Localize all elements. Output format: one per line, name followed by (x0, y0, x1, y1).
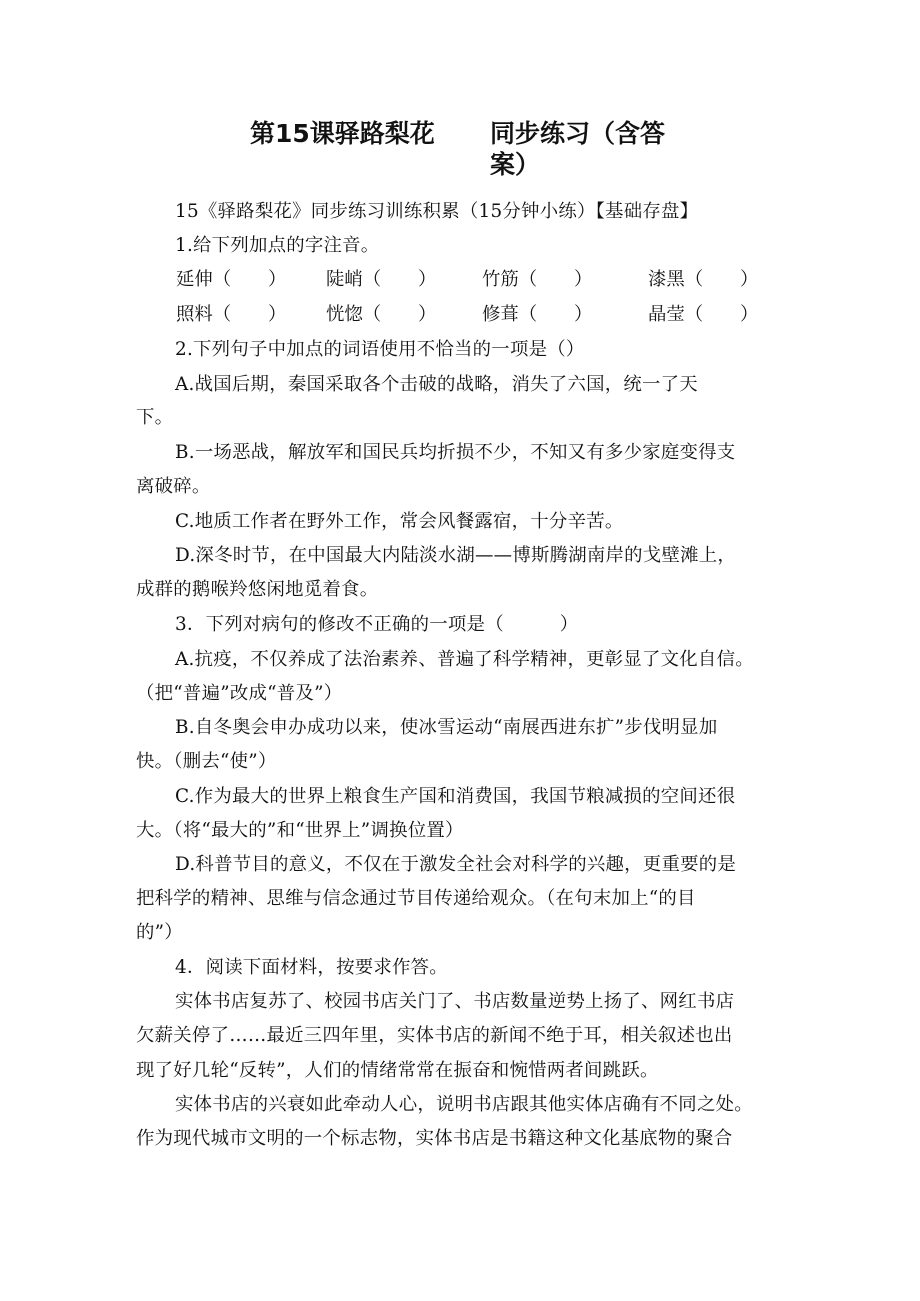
q3-option-b-cont: 快。（删去“使”） (136, 751, 277, 772)
q4-passage-p1-cont: 欠薪关停了……最近三四年里，实体书店的新闻不绝于耳，相关叙述也出 (136, 1025, 733, 1046)
q1-stem: 1.给下列加点的字注音。 (175, 235, 380, 256)
q4-passage-p2: 实体书店的兴衰如此牵动人心，说明书店跟其他实体店确有不同之处。 (175, 1094, 753, 1115)
q1-item: 漆黑（ ） (648, 269, 759, 290)
q3-stem: 3．下列对病句的修改不正确的一项是（ ） (175, 614, 579, 635)
q2-stem: 2.下列句子中加点的词语使用不恰当的一项是（） (175, 339, 585, 360)
q2-option-a: A.战国后期，秦国采取各个击破的战略，消失了六国，统一了天 (175, 374, 698, 395)
q3-option-a: A.抗疫，不仅养成了法治素养、普遍了科学精神，更彰显了文化自信。 (175, 649, 754, 670)
q2-option-a-cont: 下。 (136, 407, 174, 428)
q3-option-d: D.科普节目的意义，不仅在于激发全社会对科学的兴趣，更重要的是 (175, 854, 737, 875)
q2-option-b: B.一场恶战，解放军和国民兵均折损不少，不知又有多少家庭变得支 (175, 442, 736, 463)
q2-option-d-cont: 成群的鹅喉羚悠闲地觅着食。 (136, 579, 379, 600)
q3-option-b: B.自冬奥会申办成功以来，使冰雪运动“南展西进东扩”步伐明显加 (175, 717, 718, 738)
q4-stem: 4．阅读下面材料，按要求作答。 (175, 957, 448, 978)
q1-item: 延伸（ ） (176, 269, 287, 290)
q2-option-c: C.地质工作者在野外工作，常会风餐露宿，十分辛苦。 (175, 511, 624, 532)
q4-passage-p1-cont2: 现了好几轮“反转”，人们的情绪常常在振奋和惋惜两者间跳跃。 (136, 1060, 659, 1081)
q1-item: 修葺（ ） (482, 304, 593, 325)
q3-option-c: C.作为最大的世界上粮食生产国和消费国，我国节粮减损的空间还很 (175, 786, 736, 807)
q1-item: 照料（ ） (176, 304, 287, 325)
q3-option-c-cont: 大。（将“最大的”和“世界上”调换位置） (136, 820, 464, 841)
q2-option-d: D.深冬时节，在中国最大内陆淡水湖——博斯腾湖南岸的戈壁滩上， (175, 545, 737, 566)
q1-item: 恍惚（ ） (326, 304, 437, 325)
q4-passage-p2-cont: 作为现代城市文明的一个标志物，实体书店是书籍这种文化基底物的聚合 (136, 1128, 733, 1149)
title-subtitle: 同步练习（含答 (490, 119, 666, 148)
q1-item: 晶莹（ ） (648, 304, 759, 325)
q3-option-d-cont2: 的”） (136, 922, 183, 943)
exercise-header: 15《驿路梨花》同步练习训练积累（15分钟小练）【基础存盘】 (175, 201, 699, 222)
q1-item: 陡峭（ ） (326, 269, 437, 290)
q3-option-a-cont: （把“普遍”改成“普及”） (136, 683, 343, 704)
q3-option-d-cont: 把科学的精神、思维与信念通过节目传递给观众。（在句末加上“的目 (136, 888, 696, 909)
title-answer-suffix: 案） (490, 150, 541, 179)
q1-item: 竹筋（ ） (482, 269, 593, 290)
q4-passage-p1: 实体书店复苏了、校园书店关门了、书店数量逆势上扬了、网红书店 (175, 991, 735, 1012)
q2-option-b-cont: 离破碎。 (136, 476, 211, 497)
title-lesson: 第15课驿路梨花 (250, 119, 435, 148)
